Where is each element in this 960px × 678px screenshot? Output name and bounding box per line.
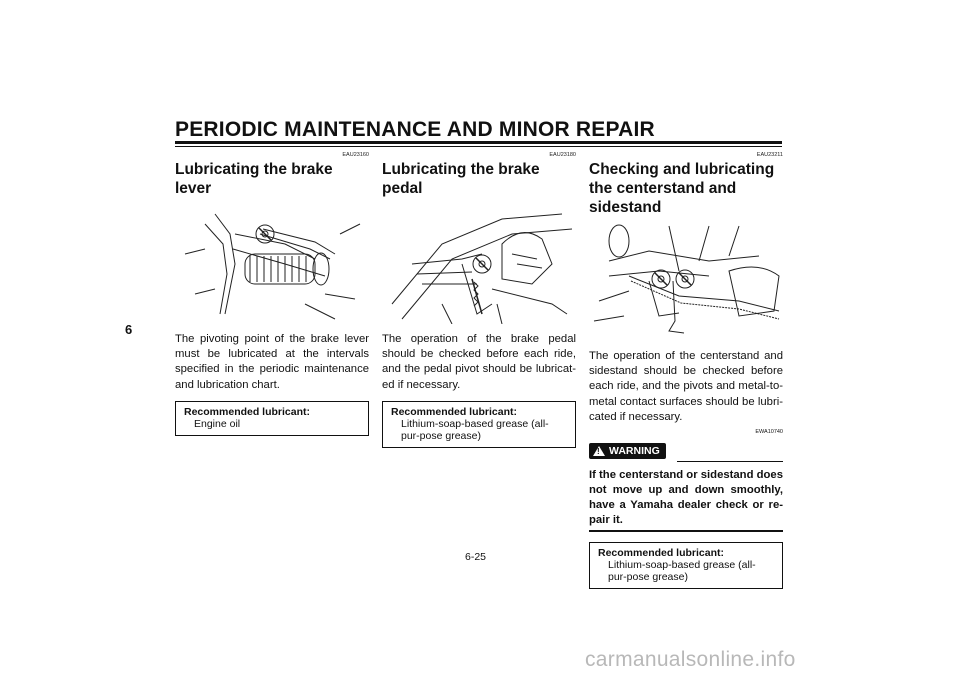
section-heading: Lubricating the brake pedal [382,161,540,197]
stands-illustration [589,221,783,339]
brake-pedal-illustration [382,204,576,324]
warning-label: WARNING [609,445,660,458]
section-stands [589,150,783,589]
page-title: PERIODIC MAINTENANCE AND MINOR REPAIR [175,118,655,141]
section-code: EAU23211 [756,152,783,158]
section-heading: Lubricating the brake lever [175,161,333,197]
section-code: EAU23160 [342,152,369,158]
warning-rule [677,461,783,462]
section-brake-lever [175,150,369,436]
warning-code: EWA10740 [755,429,783,436]
section-body: The pivoting point of the brake lever must be lubricated at the intervals specified in the periodic maintenance and lubrication chart. [175,333,369,391]
section-code: EAU23180 [549,152,576,158]
warning-end-rule [589,530,783,532]
chapter-tab: 6 [125,322,133,337]
lubricant-value: Engine oil [194,417,241,430]
page-number: 6-25 [465,551,487,563]
lubricant-box [382,401,576,448]
lubricant-label: Recommended lubricant: [598,547,725,560]
lubricant-value: Lithium-soap-based grease (all-pur-pose grease) [608,559,756,584]
section-brake-pedal [382,150,576,448]
warning-text: If the centerstand or sidestand does not move up and down smoothly, have a Yamaha dealer check or re-pair it. [589,469,783,527]
warning-icon: ! [593,446,605,456]
lubricant-label: Recommended lubricant: [391,405,518,418]
brake-lever-illustration [175,204,369,324]
lubricant-value: Lithium-soap-based grease (all-pur-pose grease) [401,417,549,442]
warning-badge [589,443,666,459]
lubricant-box [175,401,369,436]
header-rule-thin [175,146,782,147]
section-body: The operation of the brake pedal should be checked before each ride, and the pedal pivot should be lubricat-ed if necessary. [382,333,576,391]
header-rule [175,141,782,144]
section-heading: Checking and lubricating the centerstand and sidestand [589,161,775,216]
lubricant-box [589,542,783,589]
lubricant-label: Recommended lubricant: [184,405,311,418]
watermark: carmanualsonline.info [585,648,796,671]
warning-header [589,440,783,462]
section-body: The operation of the centerstand and sidestand should be checked before each ride, and the pivots and metal-to-metal contact surfaces should be lubri-cated if necessary. [589,350,783,423]
